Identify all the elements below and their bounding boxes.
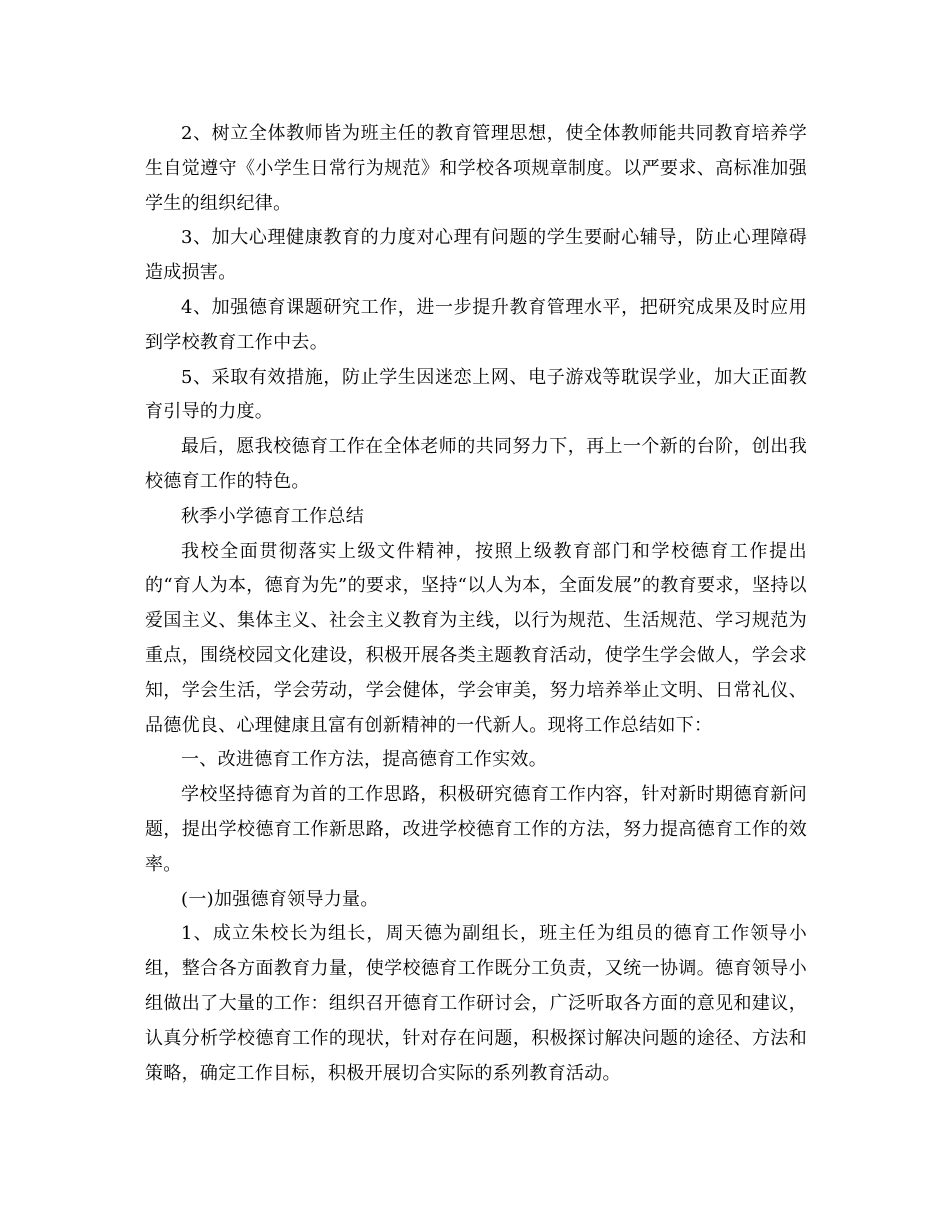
document-page bbox=[145, 117, 807, 1091]
paragraph-item-3: 3、加大心理健康教育的力度对心理有问题的学生要耐心辅导，防止心理障碍造成损害。 bbox=[145, 227, 807, 284]
paragraph-item-2: 2、树立全体教师皆为班主任的教育管理思想，使全体教师能共同教育培养学生自觉遵守《小学生日常行为规范》和学校各项规章制度。以严要求、高标准加强学生的组织纪律。 bbox=[145, 123, 807, 214]
subsection-heading-1: (一)加强德育领导力量。 bbox=[181, 888, 379, 910]
paragraph-closing: 最后，愿我校德育工作在全体老师的共同努力下，再上一个新的台阶，创出我校德育工作的特色。 bbox=[145, 436, 807, 492]
section-heading-1: 一、改进德育工作方法，提高德育工作实效。 bbox=[181, 749, 547, 771]
paragraph-method: 学校坚持德育为首的工作思路，积极研究德育工作内容，针对新时期德育新问题，提出学校德育工作新思路，改进学校德育工作的方法，努力提高德育工作的效率。 bbox=[145, 784, 807, 875]
paragraph-item-5: 5、采取有效措施，防止学生因迷恋上网、电子游戏等耽误学业，加大正面教育引导的力度。 bbox=[145, 366, 807, 423]
paragraph-leadership: 1、成立朱校长为组长，周天德为副组长，班主任为组员的德育工作领导小组，整合各方面教育力量，使学校德育工作既分工负责，又统一协调。德育领导小组做出了大量的工作：组织召开德育工作研讨会，广泛听取各方面的意见和建议，认真分析学校德育工作的现状，针对存在问题，积极探讨解决问题的途径、方法和策略，确定工作目标，积极开展切合实际的系列教育活动。 bbox=[145, 923, 807, 1084]
paragraph-item-4: 4、加强德育课题研究工作，进一步提升教育管理水平，把研究成果及时应用到学校教育工作中去。 bbox=[145, 296, 807, 353]
section-title: 秋季小学德育工作总结 bbox=[181, 505, 364, 527]
paragraph-intro: 我校全面贯彻落实上级文件精神，按照上级教育部门和学校德育工作提出的“育人为本，德育为先”的要求，坚持“以人为本，全面发展”的教育要求，坚持以爱国主义、集体主义、社会主义教育为主线，以行为规范、生活规范、学习规范为重点，围绕校园文化建设，积极开展各类主题教育活动，使学生学会做人，学会求知，学会生活，学会劳动，学会健体，学会审美，努力培养举止文明、日常礼仪、品德优良、心理健康且富有创新精神的一代新人。现将工作总结如下： bbox=[145, 540, 807, 736]
